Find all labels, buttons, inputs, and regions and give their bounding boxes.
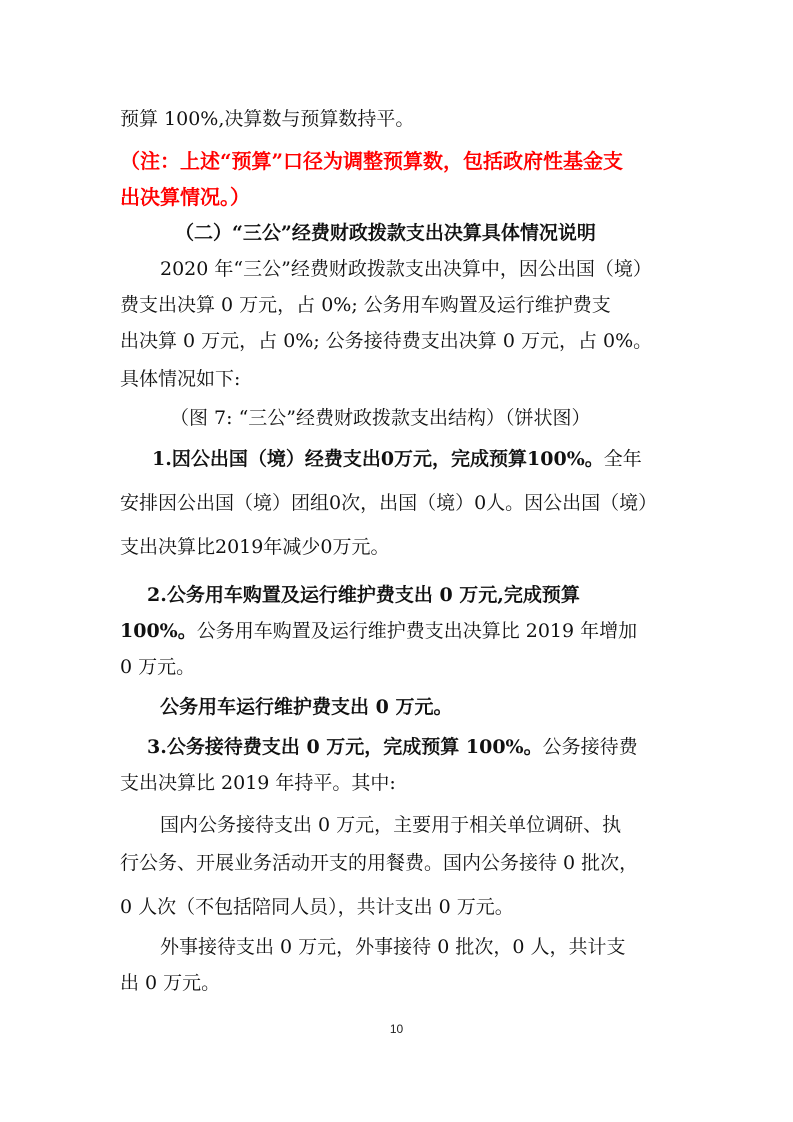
item-1-text: 全年 xyxy=(603,448,642,470)
item-3-text: 公务接待费 xyxy=(542,736,638,758)
note-line: 出决算情况。） xyxy=(120,185,250,209)
body-line: 安排因公出国（境）团组0次，出国（境）0人。因公出国（境） xyxy=(120,492,658,514)
item-2-title: 2.公务用车购置及运行维护费支出 0 万元,完成预算 xyxy=(147,584,580,606)
figure-caption: （图 7: “三公”经费财政拨款支出结构）（饼状图） xyxy=(170,407,591,429)
note-line: （注：上述“预算”口径为调整预算数，包括政府性基金支 xyxy=(120,149,624,173)
item-2-text: 公务用车购置及运行维护费支出决算比 2019 年增加 xyxy=(196,620,638,642)
item-2-title-cont: 100%。 xyxy=(120,620,197,642)
item-3-title: 3.公务接待费支出 0 万元，完成预算 100%。 xyxy=(147,736,543,758)
item-2-line-2 xyxy=(120,618,793,644)
body-line: 支出决算比2019年减少0万元。 xyxy=(120,536,390,558)
item-2-line xyxy=(147,582,675,608)
body-line: 行公务、开展业务活动开支的用餐费。国内公务接待 0 批次， xyxy=(120,852,639,874)
body-line: 支出决算比 2019 年持平。其中: xyxy=(120,772,396,794)
subitem-title: 公务用车运行维护费支出 0 万元。 xyxy=(160,696,453,718)
body-line: 费支出决算 0 万元，占 0%; 公务用车购置及运行维护费支 xyxy=(120,294,611,316)
page-number: 10 xyxy=(389,1022,404,1036)
body-line: 具体情况如下: xyxy=(120,368,241,390)
body-line: 国内公务接待支出 0 万元，主要用于相关单位调研、执 xyxy=(160,814,622,836)
body-line: 预算 100%,决算数与预算数持平。 xyxy=(120,108,415,130)
body-line: 0 人次（不包括陪同人员），共计支出 0 万元。 xyxy=(120,896,514,918)
item-1-line xyxy=(152,446,793,472)
body-line: 2020 年“三公”经费财政拨款支出决算中，因公出国（境） xyxy=(160,258,652,280)
body-line: 0 万元。 xyxy=(120,656,196,678)
section-heading: （二）“三公”经费财政拨款支出决算具体情况说明 xyxy=(175,222,596,244)
body-line: 外事接待支出 0 万元，外事接待 0 批次，0 人，共计支 xyxy=(160,936,626,958)
item-3-line xyxy=(147,734,793,760)
body-line: 出决算 0 万元，占 0%; 公务接待费支出决算 0 万元，占 0%。 xyxy=(120,330,653,352)
body-line: 出 0 万元。 xyxy=(120,972,221,994)
item-1-title: 1.因公出国（境）经费支出0万元，完成预算100%。 xyxy=(152,448,604,470)
